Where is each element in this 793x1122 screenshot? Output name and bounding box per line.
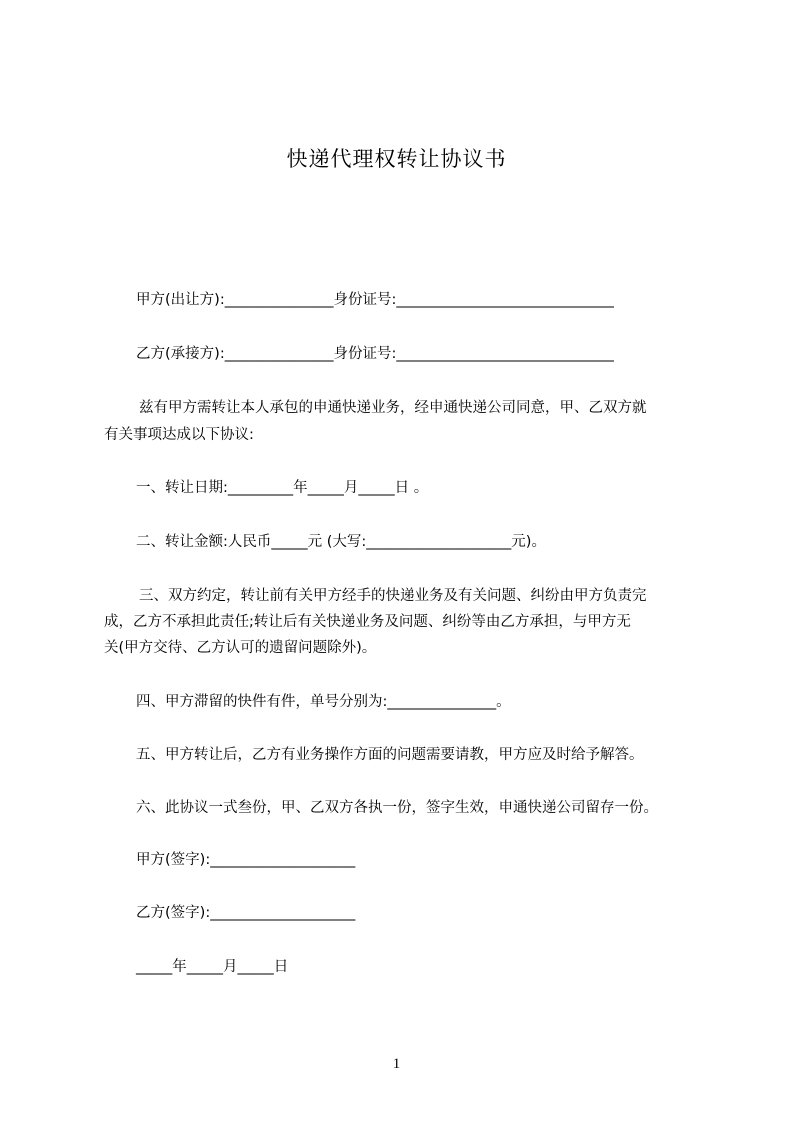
- clause-1: 一、转让日期:_________年_____月_____日 。: [136, 480, 429, 496]
- clause-3-line-2: 成，乙方不承担此责任;转让后有关快递业务及问题、纠纷等由乙方承担，与甲方无: [104, 614, 631, 630]
- page-number: 1: [392, 1056, 401, 1072]
- clause-5: 五、甲方转让后，乙方有业务操作方面的问题需要请教，甲方应及时给予解答。: [136, 747, 644, 763]
- signature-party-b: 乙方(签字):____________________: [136, 905, 356, 921]
- document-title: 快递代理权转让协议书: [286, 147, 507, 171]
- clause-3-line-1: 三、双方约定，转让前有关甲方经手的快递业务及有关问题、纠纷由甲方负责完: [139, 588, 647, 604]
- clause-6: 六、此协议一式叁份，甲、乙双方各执一份，签字生效，申通快递公司留存一份。: [136, 800, 658, 816]
- party-a-line: 甲方(出让方):_______________身份证号:______________________________: [136, 292, 614, 308]
- clause-2: 二、转让金额:人民币_____元 (大写:____________________元)。: [136, 534, 546, 550]
- signature-party-a: 甲方(签字):____________________: [136, 852, 356, 868]
- intro-line-2: 有关事项达成以下协议:: [104, 427, 254, 443]
- clause-3-line-3: 关(甲方交待、乙方认可的遗留问题除外)。: [104, 640, 377, 656]
- signature-date: _____年_____月_____日: [136, 959, 289, 975]
- party-b-line: 乙方(承接方):_______________身份证号:______________________________: [136, 346, 614, 362]
- clause-4: 四、甲方滞留的快件有件，单号分别为:_______________。: [136, 694, 511, 710]
- intro-line-1: 兹有甲方需转让本人承包的申通快递业务，经申通快递公司同意，甲、乙双方就: [139, 400, 647, 416]
